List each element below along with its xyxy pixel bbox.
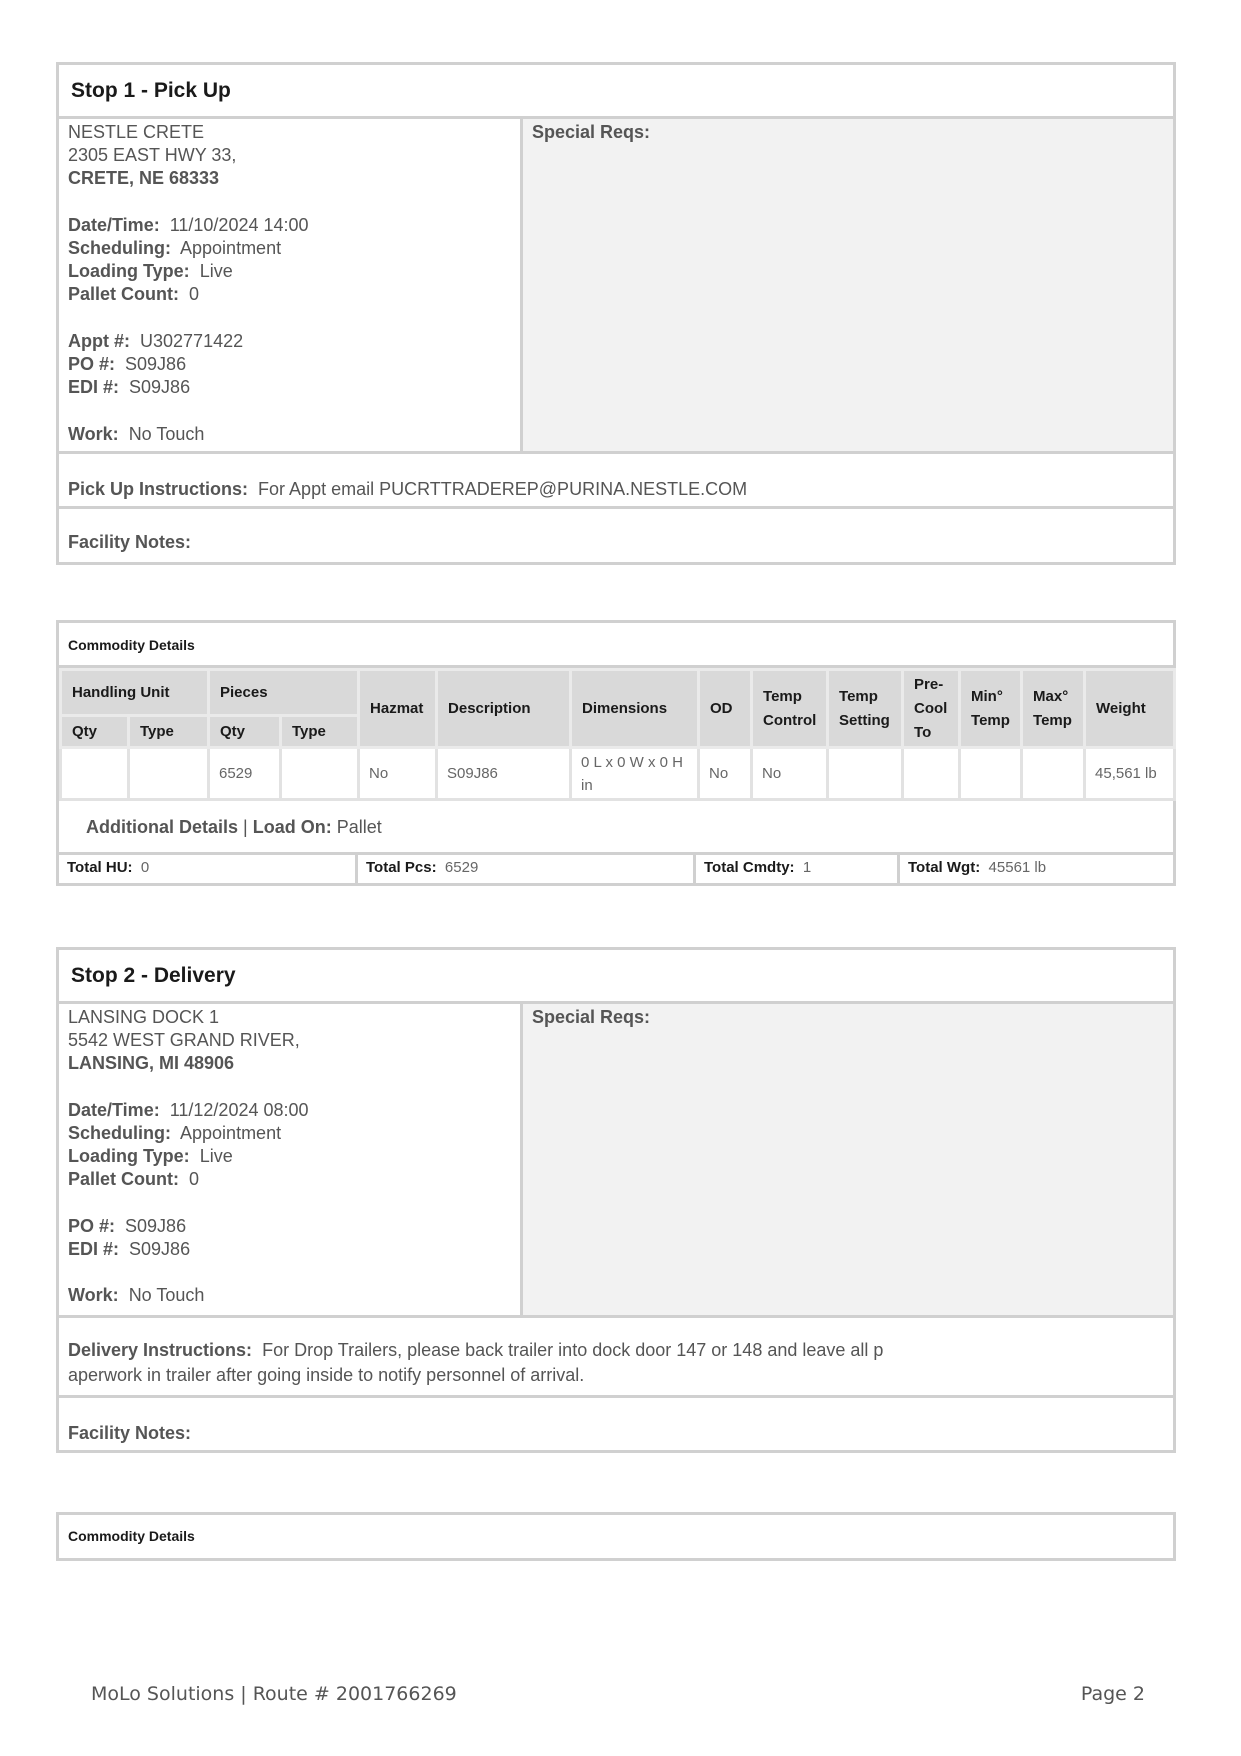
header-od: OD [699,670,752,748]
stop-1-address: 2305 EAST HWY 33, [68,145,237,166]
table-row [61,748,1175,800]
footer-route: MoLo Solutions | Route # 2001766269 [91,1683,457,1705]
cell-precool [903,748,960,800]
cell-hu-type [129,748,209,800]
stop-1-city: CRETE, NE 68333 [68,168,220,189]
header-hazmat: Hazmat [359,670,437,748]
total-pcs: Total Pcs: 6529 [358,855,696,883]
header-temp-control: Temp Control [752,670,828,748]
stop-1-pallet-count: Pallet Count: 0 [68,284,200,305]
header-handling-unit: Handling Unit [61,670,209,716]
header-max-temp: Max° Temp [1022,670,1085,748]
cell-dimensions: 0 L x 0 W x 0 H in [571,748,699,800]
stop-1-facility-notes: Facility Notes: [68,532,192,552]
stop-1-appt: Appt #: U302771422 [68,330,244,351]
stop-2-scheduling: Scheduling: Appointment [68,1123,282,1143]
header-description: Description [437,670,571,748]
stop-2-po: PO #: S09J86 [68,1215,187,1236]
cell-description: S09J86 [437,748,571,800]
stop-1-instructions: Pick Up Instructions: For Appt email PUCRTTRADEREP@PURINA.NESTLE.COM [59,454,1173,509]
stop-1-scheduling: Scheduling: Appointment [68,238,282,258]
commodity-table [59,668,1176,801]
stop-1-datetime: Date/Time: 11/10/2024 14:00 [68,214,309,235]
total-wgt: Total Wgt: 45561 lb [908,859,1047,876]
additional-details: Additional Details | Load On: Pallet [59,801,1173,855]
commodity-1-title: Commodity Details [59,623,1173,668]
total-cmdty: Total Cmdty: 1 [696,855,900,883]
commodity-2-section [56,1512,1176,1561]
stop-1-po: PO #: S09J86 [68,354,187,374]
commodity-2-title: Commodity Details [68,1528,195,1544]
stop-2-edi: EDI #: S09J86 [68,1239,191,1259]
stop-2-special-reqs: Special Reqs: [523,1004,1173,1315]
stop-2-facility-notes: Facility Notes: [68,1423,192,1443]
total-hu: Total HU: 0 [59,855,358,883]
commodity-1-section [56,620,1176,886]
stop-2-work: Work: No Touch [68,1285,205,1306]
stop-2-pallet-count: Pallet Count: 0 [68,1169,200,1190]
stop-1-edi: EDI #: S09J86 [68,377,191,398]
cell-pcs-qty: 6529 [209,748,281,800]
header-min-temp: Min° Temp [960,670,1022,748]
cell-pcs-type [281,748,359,800]
header-precool: Pre- Cool To [903,670,960,748]
footer-page-number: Page 2 [1080,1683,1145,1705]
cell-temp-setting [828,748,903,800]
header-pcs-type: Type [281,716,359,748]
header-pieces: Pieces [209,670,359,716]
stop-2-instructions: Delivery Instructions: For Drop Trailers, please back trailer into dock door 147 or 148 and leave all p aperwork in trailer after going inside to notify personnel of arrival. [59,1318,1173,1398]
cell-hazmat: No [359,748,437,800]
stop-1-special-reqs: Special Reqs: [523,119,1173,451]
cell-weight: 45,561 lb [1085,748,1175,800]
stop-1-details [59,119,523,451]
cell-max-temp [1022,748,1085,800]
stop-1-title: Stop 1 - Pick Up [59,65,1173,119]
stop-1-section [56,62,1176,565]
header-hu-qty: Qty [61,716,129,748]
stop-2-details [59,1004,523,1315]
stop-1-loading-type: Loading Type: Live [68,261,233,282]
stop-1-name: NESTLE CRETE [68,122,205,142]
stop-2-name: LANSING DOCK 1 [68,1007,220,1027]
header-weight: Weight [1085,670,1175,748]
cell-min-temp [960,748,1022,800]
header-pcs-qty: Qty [209,716,281,748]
header-temp-setting: Temp Setting [828,670,903,748]
cell-hu-qty [61,748,129,800]
stop-2-title: Stop 2 - Delivery [59,950,1173,1004]
totals-row [59,855,1173,883]
stop-2-city: LANSING, MI 48906 [68,1053,235,1074]
cell-temp-control: No [752,748,828,800]
cell-od: No [699,748,752,800]
header-hu-type: Type [129,716,209,748]
stop-2-address: 5542 WEST GRAND RIVER, [68,1030,300,1051]
stop-2-loading-type: Loading Type: Live [68,1146,233,1167]
stop-2-section [56,947,1176,1453]
stop-2-datetime: Date/Time: 11/12/2024 08:00 [68,1099,309,1120]
header-dimensions: Dimensions [571,670,699,748]
stop-1-work: Work: No Touch [68,423,205,444]
